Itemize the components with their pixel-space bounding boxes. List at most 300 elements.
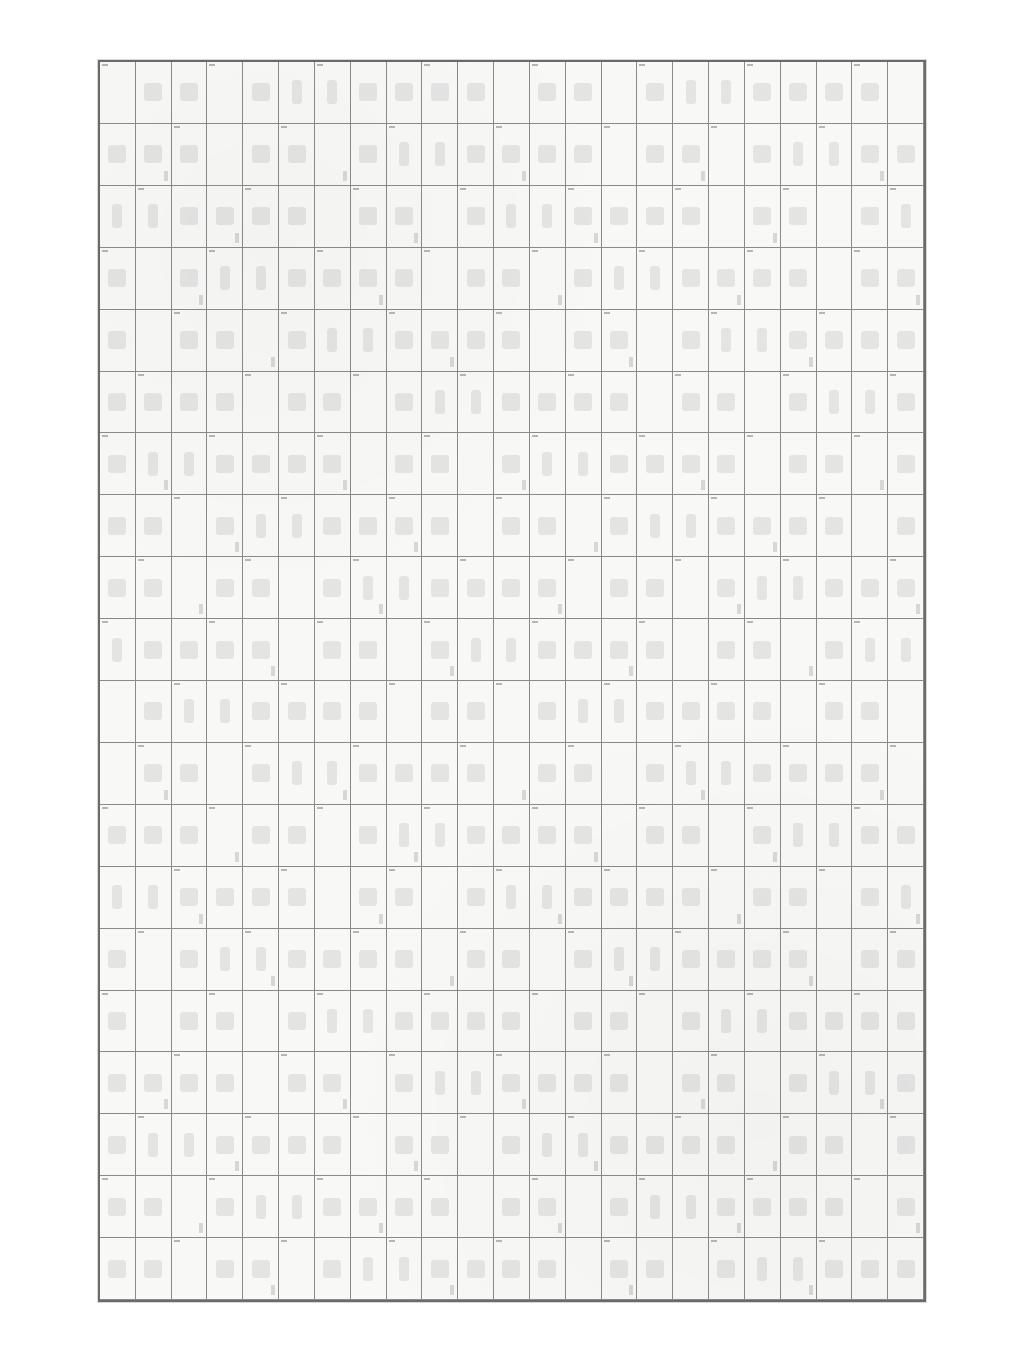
corner-mark [460, 374, 466, 376]
corner-mark [532, 621, 538, 623]
handwritten-mark [574, 1012, 592, 1030]
grid-cell [100, 372, 136, 434]
handwritten-mark [252, 702, 270, 720]
grid-cell [566, 929, 602, 991]
handwritten-mark [252, 764, 270, 782]
grid-cell [315, 248, 351, 310]
grid-cell [315, 1052, 351, 1114]
annotation-mark [271, 357, 275, 367]
corner-mark [604, 869, 610, 871]
handwritten-mark [646, 888, 664, 906]
handwritten-mark [431, 455, 449, 473]
annotation-mark [450, 666, 454, 676]
corner-mark [568, 931, 574, 933]
grid-cell [673, 310, 709, 372]
handwritten-mark [610, 517, 628, 535]
grid-cell [279, 681, 315, 743]
grid-cell [566, 186, 602, 248]
handwritten-mark [108, 1074, 126, 1092]
handwritten-mark [901, 638, 911, 662]
grid-cell [494, 62, 530, 124]
grid-cell [207, 991, 243, 1053]
annotation-mark [379, 604, 383, 614]
handwritten-mark [682, 269, 700, 287]
handwritten-mark [542, 452, 552, 476]
handwritten-mark [112, 638, 122, 662]
handwritten-mark [395, 83, 413, 101]
annotation-mark [558, 1223, 562, 1233]
handwritten-mark [789, 517, 807, 535]
handwritten-mark [256, 947, 266, 971]
handwritten-mark [610, 393, 628, 411]
grid-cell [566, 1052, 602, 1114]
grid-cell [243, 124, 279, 186]
annotation-mark [522, 1099, 526, 1109]
grid-cell [781, 433, 817, 495]
grid-cell [530, 805, 566, 867]
handwritten-mark [292, 761, 302, 785]
grid-cell [745, 619, 781, 681]
grid-cell [709, 186, 745, 248]
handwritten-mark [861, 702, 879, 720]
handwritten-mark [467, 207, 485, 225]
corner-mark [783, 745, 789, 747]
corner-mark [711, 1054, 717, 1056]
handwritten-mark [148, 452, 158, 476]
annotation-mark [414, 852, 418, 862]
corner-mark [854, 250, 860, 252]
annotation-mark [916, 1223, 920, 1233]
grid-cell [781, 619, 817, 681]
handwritten-mark [144, 1260, 162, 1278]
handwritten-mark [614, 266, 624, 290]
annotation-mark [629, 1285, 633, 1295]
handwritten-mark [538, 579, 556, 597]
handwritten-mark [180, 331, 198, 349]
annotation-mark [379, 914, 383, 924]
handwritten-mark [789, 1198, 807, 1216]
grid-cell [422, 619, 458, 681]
grid-cell [458, 62, 494, 124]
corner-mark [639, 435, 645, 437]
grid-cell [494, 124, 530, 186]
handwritten-mark [435, 823, 445, 847]
annotation-mark [199, 914, 203, 924]
grid-cell [817, 681, 853, 743]
grid-cell [888, 62, 924, 124]
grid-cell [351, 1176, 387, 1238]
handwritten-mark [646, 1260, 664, 1278]
handwritten-mark [753, 764, 771, 782]
corner-mark [281, 126, 287, 128]
grid-cell [243, 929, 279, 991]
grid-cell [781, 372, 817, 434]
annotation-mark [773, 852, 777, 862]
grid-cell [100, 867, 136, 929]
grid-cell [387, 62, 423, 124]
grid-cell [315, 1114, 351, 1176]
handwritten-mark [180, 269, 198, 287]
handwritten-mark [359, 764, 377, 782]
grid-cell [351, 805, 387, 867]
grid-cell [136, 62, 172, 124]
grid-cell [279, 124, 315, 186]
grid-cell [817, 1238, 853, 1300]
handwritten-mark [650, 947, 660, 971]
corner-mark [317, 64, 323, 66]
corner-mark [209, 250, 215, 252]
corner-mark [138, 931, 144, 933]
grid-cell [745, 681, 781, 743]
grid-cell [745, 1052, 781, 1114]
handwritten-mark [467, 702, 485, 720]
grid-cell [494, 867, 530, 929]
grid-cell [673, 1114, 709, 1176]
corner-mark [819, 869, 825, 871]
grid-cell [781, 1114, 817, 1176]
grid-cell [315, 929, 351, 991]
grid-cell [207, 62, 243, 124]
grid-cell [745, 372, 781, 434]
handwritten-mark [897, 1198, 915, 1216]
handwritten-mark [395, 1198, 413, 1216]
corner-mark [424, 64, 430, 66]
grid-cell [207, 619, 243, 681]
handwritten-mark [717, 1074, 735, 1092]
grid-cell [888, 495, 924, 557]
handwritten-mark [288, 455, 306, 473]
grid-cell [781, 310, 817, 372]
handwritten-mark [793, 1257, 803, 1281]
handwritten-mark [789, 393, 807, 411]
grid-cell [351, 1238, 387, 1300]
grid-cell [637, 743, 673, 805]
grid-cell [494, 743, 530, 805]
grid-cell [243, 991, 279, 1053]
grid-cell [136, 743, 172, 805]
handwritten-mark [220, 266, 230, 290]
grid-cell [243, 433, 279, 495]
grid-cell [673, 619, 709, 681]
handwritten-mark [180, 83, 198, 101]
handwritten-mark [323, 455, 341, 473]
handwritten-mark [506, 204, 516, 228]
grid-cell [530, 372, 566, 434]
corner-mark [496, 683, 502, 685]
grid-cell [888, 372, 924, 434]
handwritten-mark [502, 950, 520, 968]
grid-cell [100, 433, 136, 495]
grid-cell [100, 310, 136, 372]
corner-mark [424, 1178, 430, 1180]
grid-cell [458, 557, 494, 619]
handwritten-mark [108, 1012, 126, 1030]
corner-mark [174, 869, 180, 871]
grid-cell [745, 62, 781, 124]
corner-mark [890, 1116, 896, 1118]
grid-cell [172, 1052, 208, 1114]
corner-mark [138, 559, 144, 561]
annotation-mark [522, 480, 526, 490]
grid-cell [817, 124, 853, 186]
handwritten-mark [288, 1136, 306, 1154]
handwritten-mark [467, 1260, 485, 1278]
grid-cell [136, 372, 172, 434]
handwritten-mark [614, 699, 624, 723]
annotation-mark [343, 480, 347, 490]
handwritten-mark [431, 517, 449, 535]
handwritten-mark [538, 764, 556, 782]
corner-mark [819, 312, 825, 314]
grid-cell [709, 867, 745, 929]
annotation-mark [737, 914, 741, 924]
grid-cell [207, 805, 243, 867]
grid-cell [136, 433, 172, 495]
handwritten-mark [753, 517, 771, 535]
handwritten-mark [897, 269, 915, 287]
corner-mark [245, 1116, 251, 1118]
grid-cell [422, 743, 458, 805]
grid-cell [637, 681, 673, 743]
handwritten-mark [538, 393, 556, 411]
handwritten-mark [288, 888, 306, 906]
grid-cell [351, 495, 387, 557]
handwritten-mark [323, 1074, 341, 1092]
handwritten-mark [327, 80, 337, 104]
handwritten-mark [610, 1074, 628, 1092]
grid-cell [315, 62, 351, 124]
grid-cell [351, 124, 387, 186]
corner-mark [532, 807, 538, 809]
annotation-mark [737, 604, 741, 614]
annotation-mark [773, 233, 777, 243]
grid-cell [136, 186, 172, 248]
grid-cell [852, 1114, 888, 1176]
handwritten-mark [829, 823, 839, 847]
corner-mark [890, 931, 896, 933]
annotation-mark [880, 1099, 884, 1109]
grid-cell [817, 310, 853, 372]
handwritten-mark [288, 145, 306, 163]
handwritten-mark [650, 266, 660, 290]
grid-cell [207, 310, 243, 372]
grid-cell [602, 124, 638, 186]
grid-cell [566, 619, 602, 681]
handwritten-mark [897, 331, 915, 349]
handwritten-mark [789, 1012, 807, 1030]
grid-cell [745, 495, 781, 557]
grid-cell [207, 495, 243, 557]
grid-cell [602, 248, 638, 310]
handwritten-mark [502, 145, 520, 163]
corner-mark [711, 869, 717, 871]
grid-cell [315, 1238, 351, 1300]
corner-mark [209, 993, 215, 995]
grid-cell [781, 743, 817, 805]
handwritten-mark [717, 269, 735, 287]
handwritten-mark [108, 826, 126, 844]
handwritten-mark [901, 204, 911, 228]
grid-cell [315, 495, 351, 557]
grid-cell [494, 1238, 530, 1300]
handwritten-mark [180, 1012, 198, 1030]
grid-cell [243, 805, 279, 867]
handwritten-mark [359, 207, 377, 225]
handwritten-mark [829, 1071, 839, 1095]
handwritten-mark [610, 331, 628, 349]
grid-cell [100, 929, 136, 991]
grid-cell [458, 1052, 494, 1114]
grid-cell [279, 867, 315, 929]
handwritten-mark [610, 579, 628, 597]
corner-mark [174, 312, 180, 314]
grid-cell [637, 433, 673, 495]
grid-cell [817, 1114, 853, 1176]
corner-mark [819, 1054, 825, 1056]
corner-mark [102, 1178, 108, 1180]
grid-cell [494, 805, 530, 867]
handwritten-mark [431, 1136, 449, 1154]
grid-cell [279, 743, 315, 805]
corner-mark [281, 1054, 287, 1056]
corner-mark [209, 1178, 215, 1180]
handwritten-mark [359, 950, 377, 968]
grid-cell [172, 1176, 208, 1238]
handwritten-mark [502, 826, 520, 844]
grid-cell [351, 867, 387, 929]
handwritten-mark [717, 641, 735, 659]
handwritten-mark [682, 207, 700, 225]
handwritten-mark [506, 885, 516, 909]
handwritten-mark [363, 1257, 373, 1281]
handwritten-mark [825, 1012, 843, 1030]
handwritten-mark [789, 764, 807, 782]
grid-cell [852, 681, 888, 743]
grid-cell [852, 929, 888, 991]
handwritten-mark [108, 517, 126, 535]
grid-cell [422, 310, 458, 372]
handwritten-mark [542, 204, 552, 228]
grid-cell [136, 991, 172, 1053]
handwritten-mark [753, 269, 771, 287]
grid-cell [566, 495, 602, 557]
handwritten-mark [216, 641, 234, 659]
grid-cell [387, 867, 423, 929]
grid-cell [637, 186, 673, 248]
handwritten-mark [108, 145, 126, 163]
corner-mark [424, 807, 430, 809]
handwritten-mark [327, 1009, 337, 1033]
handwritten-mark [789, 207, 807, 225]
grid-cell [172, 248, 208, 310]
grid-cell [852, 124, 888, 186]
handwritten-mark [861, 83, 879, 101]
grid-cell [602, 929, 638, 991]
handwritten-mark [180, 145, 198, 163]
grid-cell [709, 1176, 745, 1238]
grid-cell [602, 372, 638, 434]
grid-cell [279, 433, 315, 495]
handwritten-mark [292, 1195, 302, 1219]
handwritten-mark [861, 950, 879, 968]
handwritten-mark [829, 390, 839, 414]
handwritten-mark [252, 145, 270, 163]
grid-cell [852, 991, 888, 1053]
handwritten-mark [216, 1074, 234, 1092]
handwritten-mark [467, 145, 485, 163]
grid-cell [422, 1238, 458, 1300]
grid-cell [422, 1052, 458, 1114]
grid-cell [136, 248, 172, 310]
corner-mark [209, 435, 215, 437]
grid-cell [387, 619, 423, 681]
grid-cell [136, 1238, 172, 1300]
corner-mark [639, 993, 645, 995]
grid-cell [637, 495, 673, 557]
grid-cell [530, 557, 566, 619]
annotation-mark [880, 171, 884, 181]
corner-mark [209, 807, 215, 809]
handwritten-mark [901, 885, 911, 909]
annotation-mark [809, 666, 813, 676]
handwritten-mark [861, 269, 879, 287]
corner-mark [675, 745, 681, 747]
annotation-mark [379, 295, 383, 305]
grid-cell [637, 1176, 673, 1238]
corner-mark [138, 745, 144, 747]
grid-cell [315, 1176, 351, 1238]
corner-mark [747, 993, 753, 995]
grid-cell [243, 248, 279, 310]
handwritten-mark [610, 888, 628, 906]
corner-mark [711, 683, 717, 685]
handwritten-mark [825, 455, 843, 473]
manuscript-grid [98, 60, 926, 1302]
grid-cell [422, 681, 458, 743]
grid-cell [422, 805, 458, 867]
handwritten-mark [502, 331, 520, 349]
grid-cell [888, 743, 924, 805]
grid-cell [817, 557, 853, 619]
grid-cell [387, 433, 423, 495]
handwritten-mark [789, 1136, 807, 1154]
grid-cell [172, 929, 208, 991]
grid-cell [243, 62, 279, 124]
handwritten-mark [363, 1009, 373, 1033]
grid-cell [387, 372, 423, 434]
handwritten-mark [108, 1260, 126, 1278]
handwritten-mark [610, 1198, 628, 1216]
grid-cell [852, 867, 888, 929]
grid-cell [494, 495, 530, 557]
grid-cell [781, 186, 817, 248]
handwritten-mark [256, 1195, 266, 1219]
grid-cell [387, 1238, 423, 1300]
grid-cell [172, 619, 208, 681]
handwritten-mark [897, 1074, 915, 1092]
grid-cell [852, 372, 888, 434]
annotation-mark [522, 171, 526, 181]
handwritten-mark [717, 517, 735, 535]
handwritten-mark [431, 1012, 449, 1030]
handwritten-mark [717, 1260, 735, 1278]
grid-cell [422, 867, 458, 929]
corner-mark [174, 1054, 180, 1056]
handwritten-mark [538, 1260, 556, 1278]
handwritten-mark [359, 826, 377, 844]
grid-cell [243, 867, 279, 929]
grid-cell [602, 433, 638, 495]
